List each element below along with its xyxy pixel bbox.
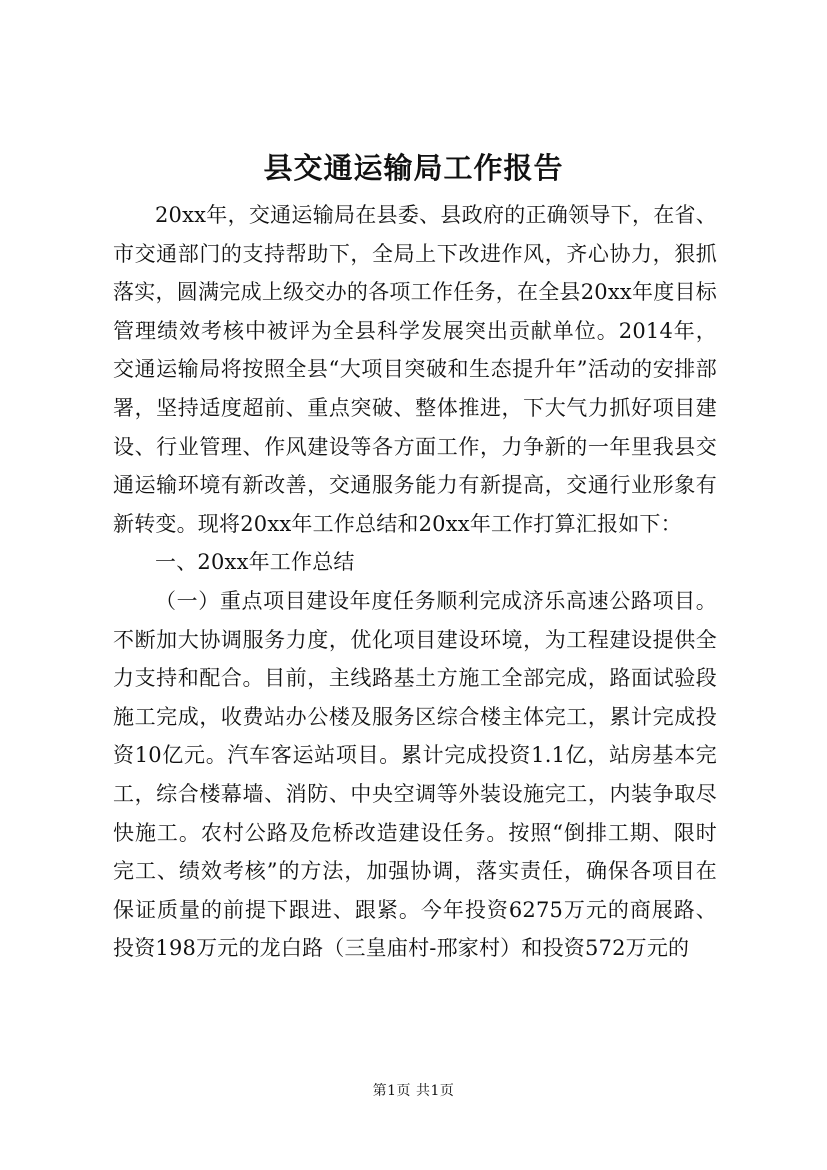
- paragraph-intro: 20xx年，交通运输局在县委、县政府的正确领导下，在省、市交通部门的支持帮助下，全局上下改进作风，齐心协力，狠抓落实，圆满完成上级交办的各项工作任务，在全县20xx年度目标管理绩效考核中被评为全县科学发展突出贡献单位。2014年，交通运输局将按照全县“大项目突破和生态提升年”活动的安排部署，坚持适度超前、重点突破、整体推进，下大气力抓好项目建设、行业管理、作风建设等各方面工作，力争新的一年里我县交通运输环境有新改善，交通服务能力有新提高，交通行业形象有新转变。现将20xx年工作总结和20xx年工作打算汇报如下：: [113, 203, 717, 536]
- page-footer: 第1页 共1页: [372, 1083, 455, 1099]
- document-body: [113, 196, 717, 968]
- paragraph-projects: （一）重点项目建设年度任务顺利完成济乐高速公路项目。不断加大协调服务力度，优化项目建设环境，为工程建设提供全力支持和配合。目前，主线路基土方施工全部完成，路面试验段施工完成，收费站办公楼及服务区综合楼主体完工，累计完成投资10亿元。汽车客运站项目。累计完成投资1.1亿，站房基本完工，综合楼幕墙、消防、中央空调等外装设施完工，内装争取尽快施工。农村公路及危桥改造建设任务。按照“倒排工期、限时完工、绩效考核”的方法，加强协调，落实责任，确保各项目在保证质量的前提下跟进、跟紧。今年投资6275万元的商展路、投资198万元的龙白路（三皇庙村-邢家村）和投资572万元的: [113, 588, 717, 961]
- document-title: 县交通运输局工作报告: [263, 151, 564, 185]
- section-heading: 一、20xx年工作总结: [155, 550, 355, 575]
